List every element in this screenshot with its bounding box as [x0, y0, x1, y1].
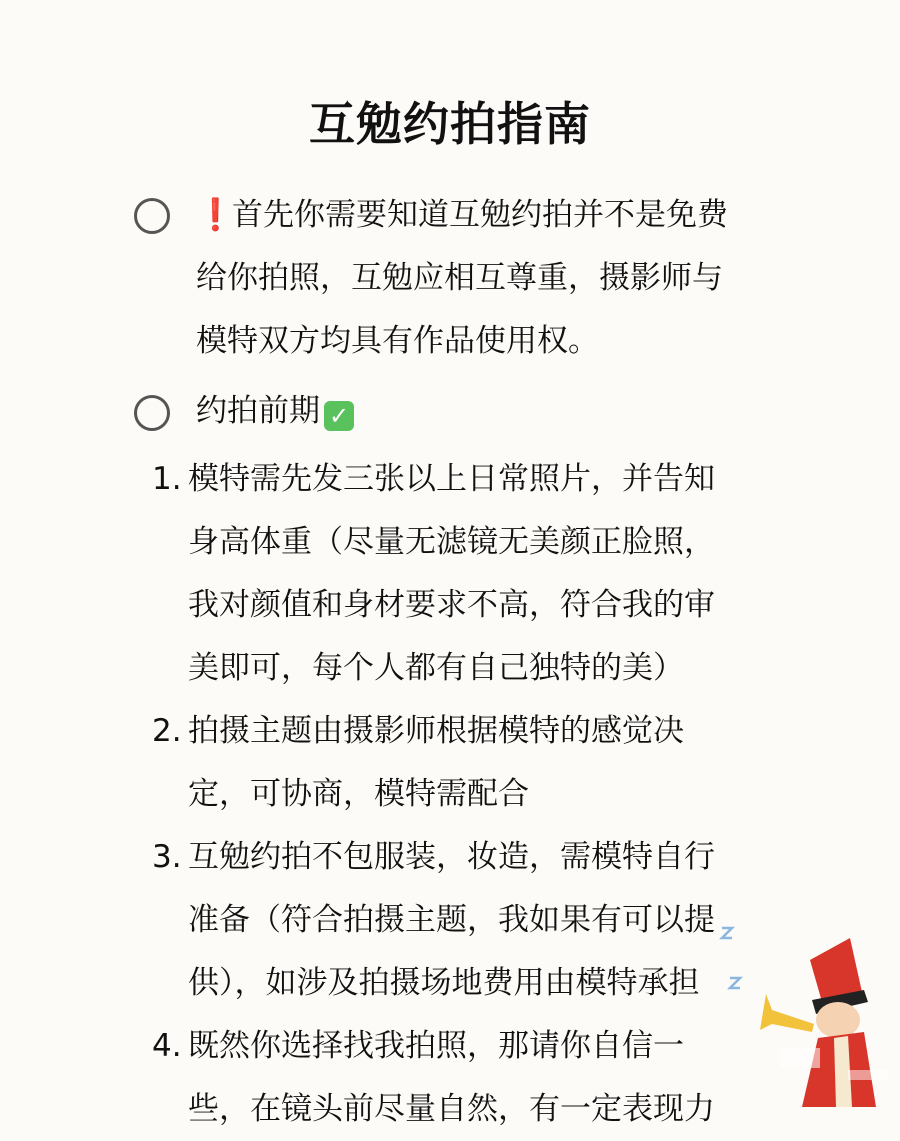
- bullet-circle-icon: [134, 395, 170, 431]
- list-item: 2. 拍摄主题由摄影师根据模特的感觉决 定，可协商，模特需配合: [152, 713, 684, 812]
- intro-paragraph: [196, 184, 796, 373]
- list-item: 4. 既然你选择找我拍照，那请你自信一 些，在镜头前尽量自然，有一定表现力: [152, 1028, 715, 1127]
- section-heading: [196, 380, 796, 443]
- trumpet-mascot-icon: [752, 920, 900, 1107]
- bullet-circle-icon: [134, 198, 170, 234]
- guide-list: [152, 448, 772, 1141]
- check-mark-icon: ✓: [324, 401, 354, 431]
- intro-line-1: ❗首先你需要知道互勉约拍并不是免费: [196, 184, 796, 247]
- trumpet-icon: [760, 994, 814, 1032]
- section-heading-text: 约拍前期: [196, 393, 320, 429]
- intro-line-2: 给你拍照，互勉应相互尊重，摄影师与: [196, 260, 723, 296]
- list-item: 3. 互勉约拍不包服装，妆造，需模特自行 准备（符合拍摄主题，我如果有可以提 供），如涉及拍摄场地费用由模特承担: [152, 839, 715, 1001]
- page-title: 互勉约拍指南: [309, 97, 591, 151]
- exclamation-icon: ❗: [196, 197, 235, 233]
- intro-line-3: 模特双方均具有作品使用权。: [196, 323, 599, 359]
- list-item: 1. 模特需先发三张以上日常照片，并告知 身高体重（尽量无滤镜无美颜正脸照， 我对颜值和身材要求不高，符合我的审 美即可，每个人都有自己独特的美）: [152, 461, 715, 686]
